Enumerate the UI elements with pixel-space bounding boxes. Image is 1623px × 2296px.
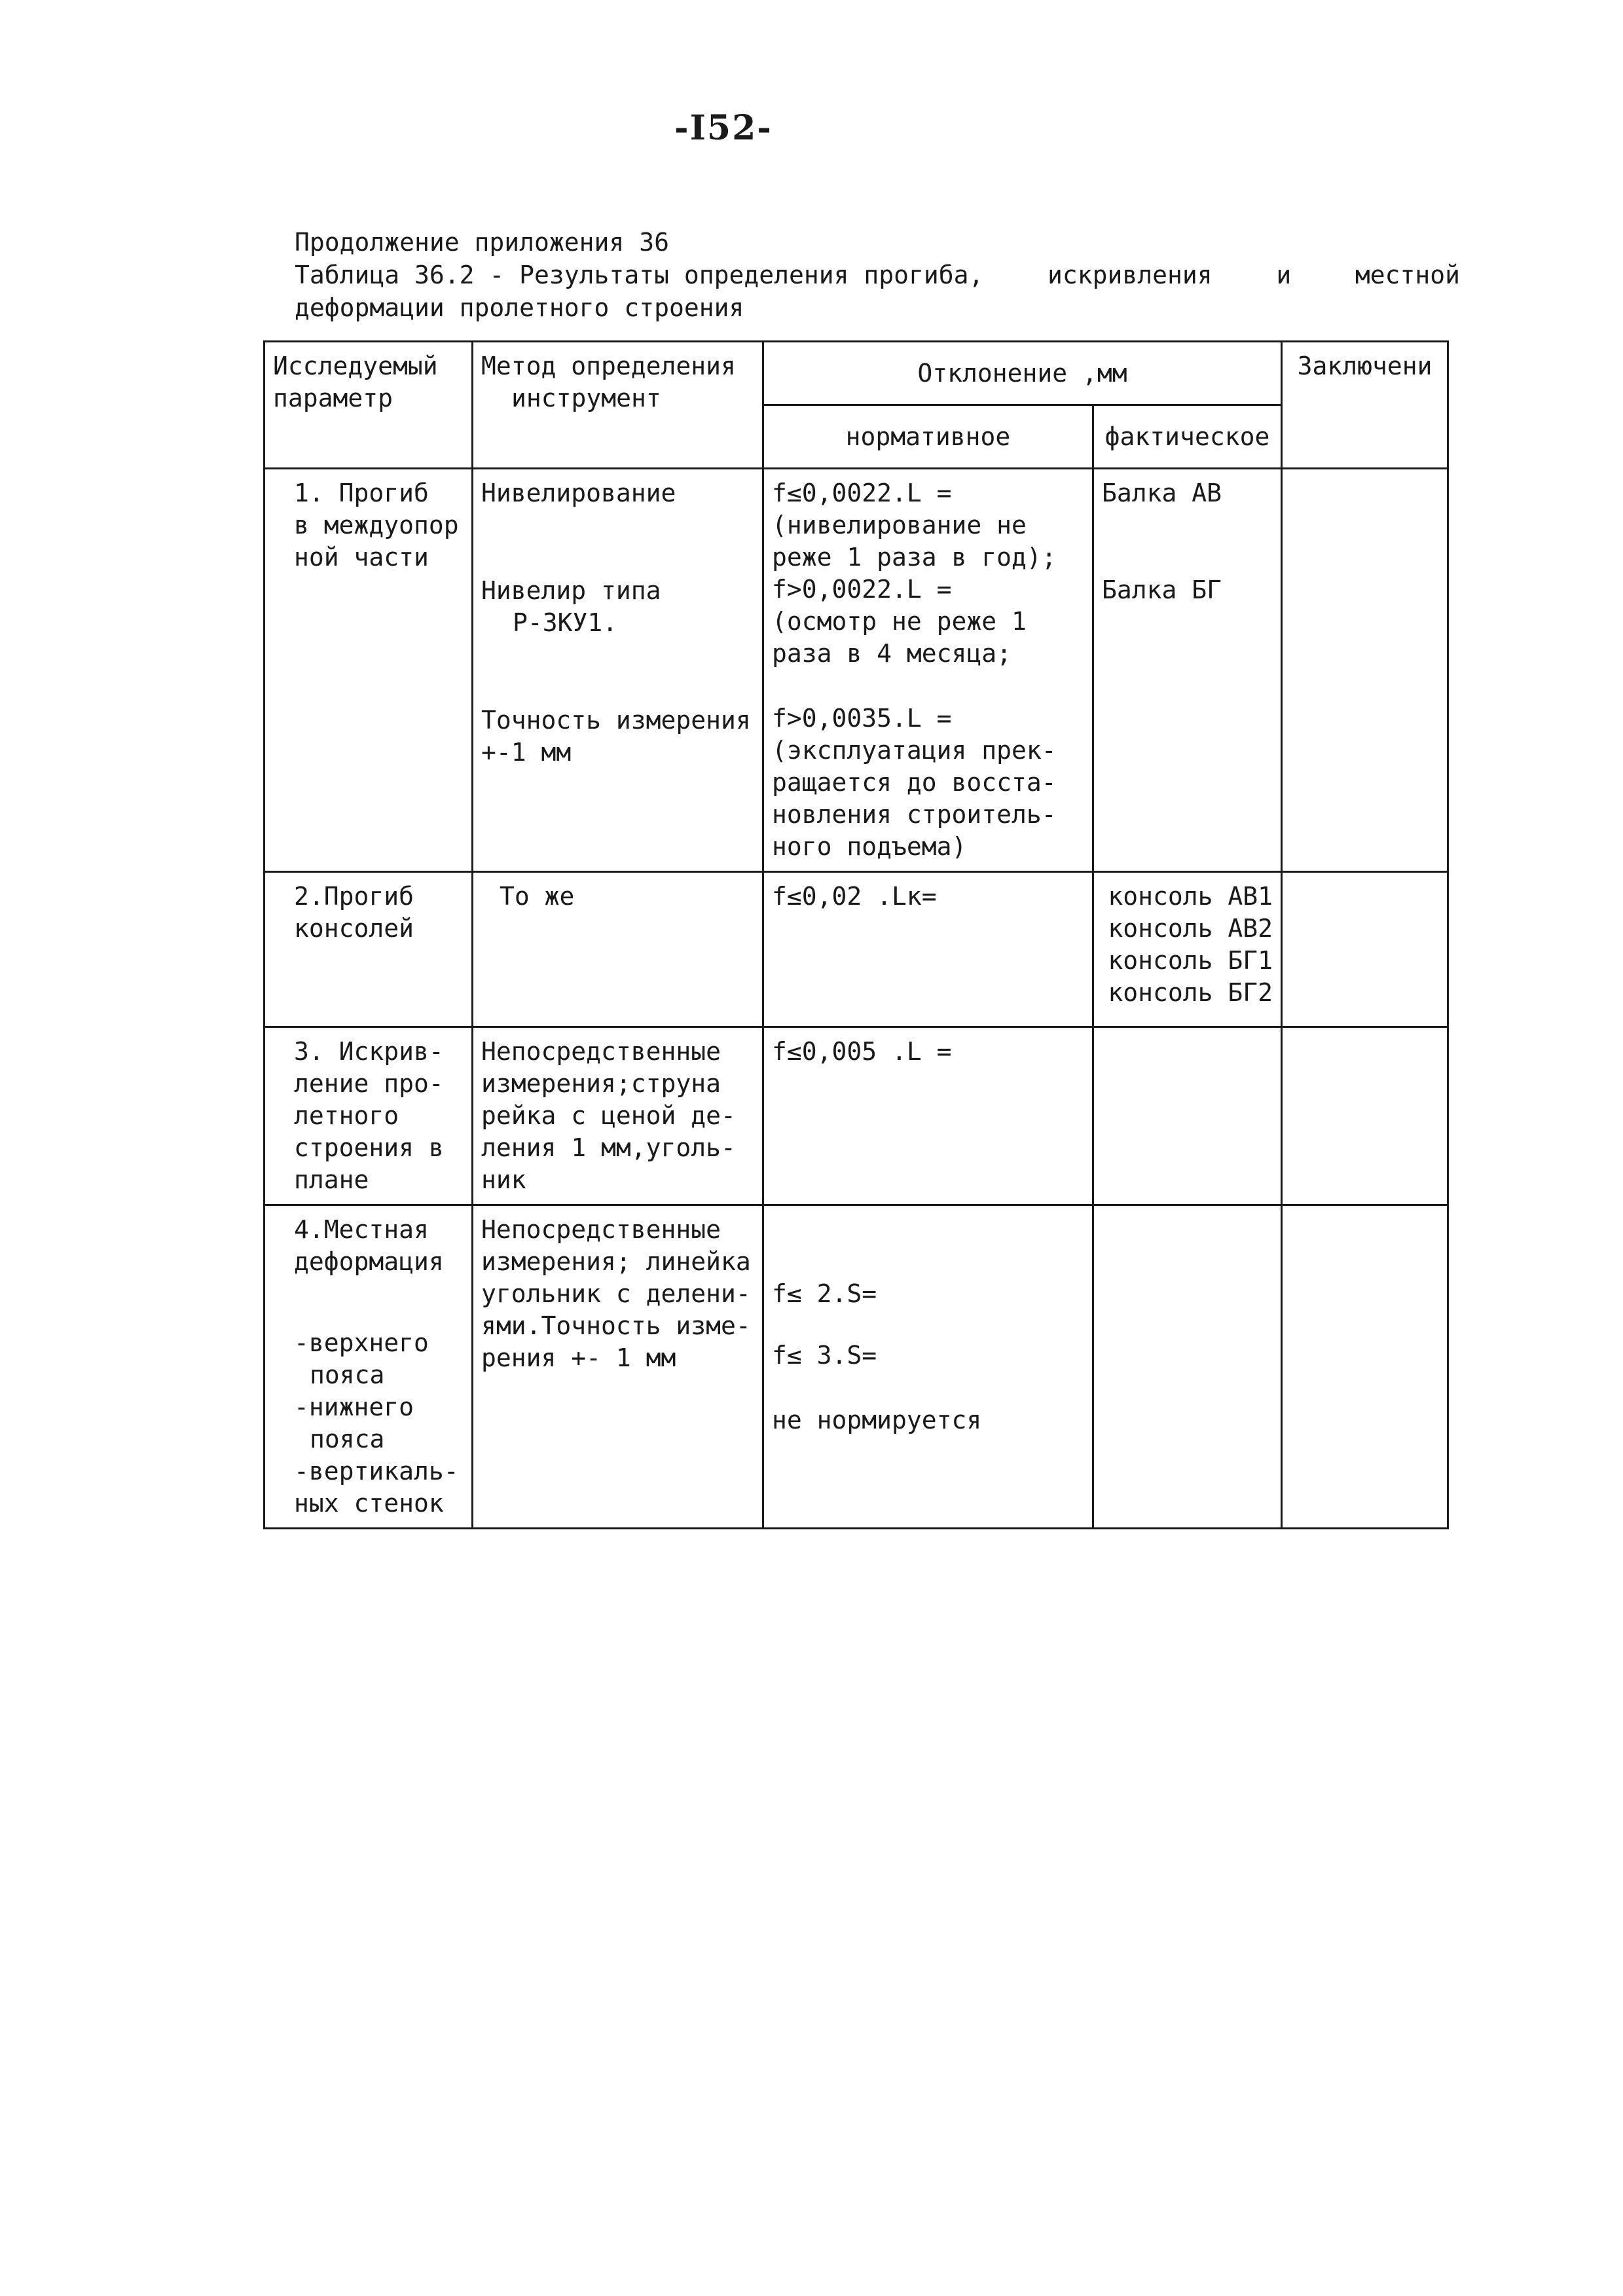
header-row-1 [264,342,1448,405]
actual-cell [1093,1027,1282,1205]
conclusion-cell [1282,872,1448,1027]
normative-cell: f≤0,02 .Lк= [763,872,1093,1027]
method-cell: Непосредственные измерения;струна рейка с ценой де- ления 1 мм,уголь- ник [473,1027,763,1205]
header-deviation: Отклонение ,мм [763,342,1282,405]
header-actual: фактическое [1093,405,1282,469]
header-method: Метод определения инструмент [473,342,763,469]
table-row [264,1205,1448,1529]
param-cell: 1. Прогиб в междуопор ной части [264,469,473,872]
table-caption [295,226,1460,324]
table-title-continuation: деформации пролетного строения [295,293,744,322]
actual-cell: Балка АВ Балка БГ [1093,469,1282,872]
actual-cell: консоль АВ1 консоль АВ2 консоль БГ1 консоль БГ2 [1093,872,1282,1027]
results-table [263,340,1449,1529]
appendix-continuation: Продолжение приложения 36 [295,228,669,257]
table-row [264,1027,1448,1205]
param-cell: 4.Местная деформация -верхнего пояса -нижнего пояса -вертикаль- ных стенок [264,1205,473,1529]
param-cell: 2.Прогиб консолей [264,872,473,1027]
actual-cell [1093,1205,1282,1529]
table-row [264,469,1448,872]
method-cell: То же [473,872,763,1027]
normative-cell: f≤ 2.S= f≤ 3.S= не нормируется [763,1205,1093,1529]
header-param: Исследуемый параметр [264,342,473,469]
conclusion-cell [1282,1205,1448,1529]
conclusion-cell [1282,469,1448,872]
method-cell: Непосредственные измерения; линейка угольник с делени- ями.Точность изме- рения +- 1 мм [473,1205,763,1529]
method-cell: Нивелирование Нивелир типа Р-3КУ1. Точность измерения +-1 мм [473,469,763,872]
table-row [264,872,1448,1027]
param-cell: 3. Искрив- ление про- летного строения в плане [264,1027,473,1205]
normative-cell: f≤0,005 .L = [763,1027,1093,1205]
table-title: Таблица 36.2 - Результаты определения прогиба, искривления и местной [295,261,1460,289]
header-normative: нормативное [763,405,1093,469]
conclusion-cell [1282,1027,1448,1205]
normative-cell: f≤0,0022.L = (нивелирование не реже 1 раза в год); f>0,0022.L = (осмотр не реже 1 раза в 4 месяца; f>0,0035.L = (эксплуатация прек- ращается до восста- новления строитель- ного подъема) [763,469,1093,872]
header-conclusion: Заключени [1282,342,1448,469]
page-number: -I52- [674,108,773,148]
